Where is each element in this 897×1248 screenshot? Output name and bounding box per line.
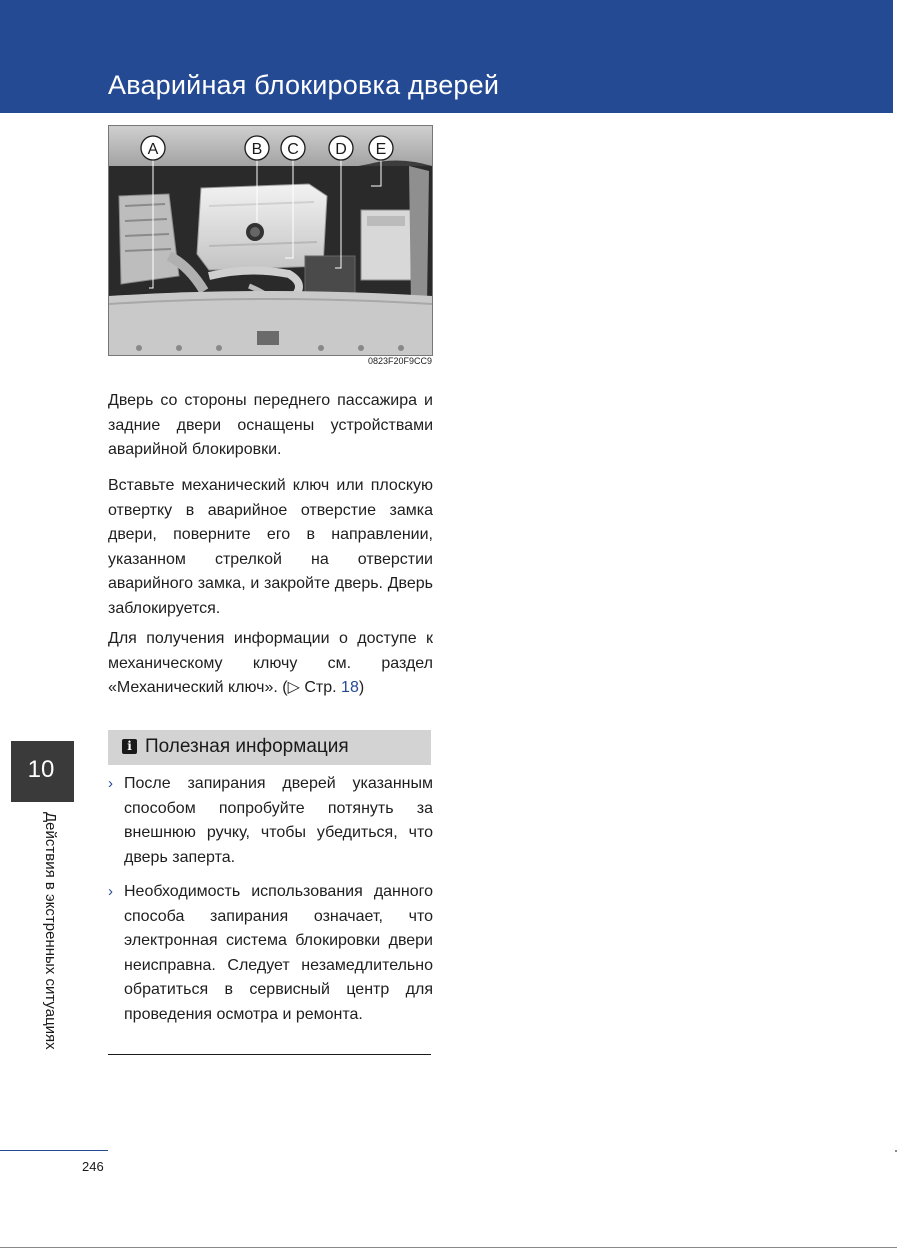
chapter-number: 10 xyxy=(27,756,55,783)
chapter-title: Действия в экстренных ситуациях xyxy=(42,812,59,1050)
callout-e-icon xyxy=(369,136,393,160)
callout-a-icon xyxy=(141,136,165,160)
page-title: Аварийная блокировка дверей xyxy=(108,70,500,100)
footer-rule xyxy=(0,1150,108,1151)
header-edge xyxy=(893,0,897,113)
info-bullet xyxy=(108,772,433,870)
page-ref-link[interactable]: 18 xyxy=(341,679,359,696)
info-bullet-text: После запирания дверей указанным способом попробуйте потянуть за внешнюю ручку, чтобы убедиться, что дверь заперта. xyxy=(124,775,433,866)
chevron-right-icon: › xyxy=(108,775,113,792)
callout-b-icon xyxy=(245,136,269,160)
paragraph-instructions: Вставьте механический ключ или плоскую отвертку в аварийное отверстие замка двери, поверните его в направлении, указанном стрелкой на отверстии аварийного замка, и закройте дверь. Дверь заблокируется. xyxy=(108,477,433,617)
page-ref-prefix: ▷ Стр. xyxy=(287,679,342,696)
info-bullet xyxy=(108,880,433,1027)
useful-info-header xyxy=(108,730,431,765)
info-bullet-text: Необходимость использования данного способа запирания означает, что электронная система блокировки двери неисправна. Следует незамедлительно обратиться в сервисный центр для проведения осмотра и ремонта. xyxy=(124,883,433,1023)
reference-close: ) xyxy=(358,679,365,696)
section-divider xyxy=(108,1054,431,1055)
callout-d: D xyxy=(335,141,347,158)
engine-bay-illustration xyxy=(109,126,432,355)
page-number: 246 xyxy=(82,1159,104,1174)
callout-c: C xyxy=(287,141,299,158)
callout-c-icon xyxy=(281,136,305,160)
info-icon: i xyxy=(122,739,137,754)
reference-text: Для получения информации о доступе к механическому ключу см. раздел «Механический ключ». ( xyxy=(108,630,433,696)
callout-a: A xyxy=(147,141,159,158)
paragraph-reference xyxy=(108,627,433,701)
figure-code: 0823F20F9CC9 xyxy=(367,356,432,366)
callout-b: B xyxy=(251,141,263,158)
chapter-tab[interactable] xyxy=(11,741,74,802)
callout-e: E xyxy=(375,141,387,158)
paragraph-intro: Дверь со стороны переднего пассажира и задние двери оснащены устройствами аварийной блокировки. xyxy=(108,392,433,458)
callout-d-icon xyxy=(329,136,353,160)
useful-info-title: Полезная информация xyxy=(145,736,349,757)
chevron-right-icon: › xyxy=(108,883,113,900)
page-header xyxy=(0,0,893,113)
engine-bay-figure xyxy=(108,125,433,356)
